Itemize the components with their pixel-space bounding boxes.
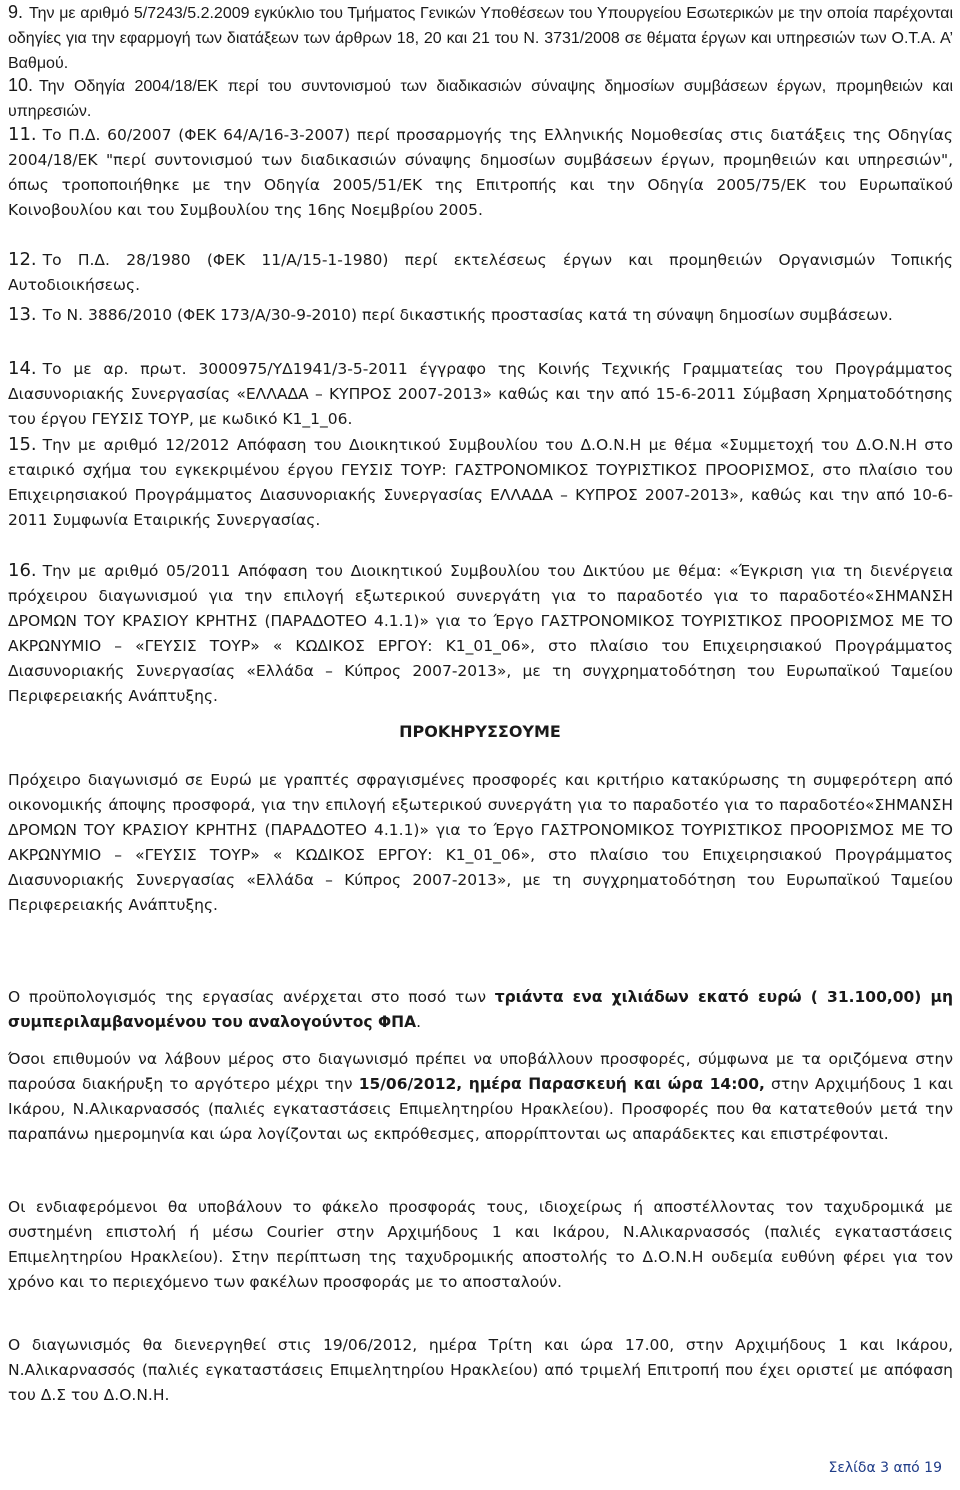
list-item [8,432,953,533]
deadline-date: 15/06/2012, ημέρα Παρασκευή και ώρα 14:00, [358,1075,765,1093]
item-text: Την Οδηγία 2004/18/ΕΚ περί του συντονισμού των διαδικασιών σύναψης δημοσίων συμβάσεων έργων, προμηθειών και υπηρεσιών. [8,78,953,120]
paragraph-budget [8,985,953,1035]
list-item [8,0,953,76]
paragraph-contest-date: Ο διαγωνισμός θα διενεργηθεί στις 19/06/2012, ημέρα Τρίτη και ώρα 17.00, στην Αρχιμήδους 1 και Ικάρου, Ν.Αλικαρνασσός (παλιές εγκαταστάσεις Επιμελητηρίου Ηρακλείου) από τριμελή Επιτροπή που έχει οριστεί με απόφαση του Δ.Σ του Δ.Ο.Ν.Η. [8,1336,953,1404]
list-item [8,247,953,298]
budget-text: Ο προϋπολογισμός της εργασίας ανέρχεται στο ποσό των [8,988,495,1006]
list-item [8,356,953,432]
list-item [8,73,953,124]
item-text: Το με αρ. πρωτ. 3000975/ΥΔ1941/3-5-2011 έγγραφο της Κοινής Τεχνικής Γραμματείας του Προγράμματος Διασυνοριακής Συνεργασίας «ΕΛΛΑΔΑ – ΚΥΠΡΟΣ 2007-2013» καθώς και την από 15-6-2011 Σύμβαση Χρηματοδότησης του έργου ΓΕΥΣΙΣ ΤΟΥΡ, με κωδικό Κ1_1_06. [8,360,953,428]
list-item [8,302,953,328]
section-heading: ΠΡΟΚΗΡΥΣΣΟΥΜΕ [399,722,561,741]
item-number: 15. [8,434,37,455]
item-number: 11. [8,124,37,145]
list-item [8,558,953,709]
item-text: Την με αριθμό 5/7243/5.2.2009 εγκύκλιο του Τμήματος Γενικών Υποθέσεων του Υπουργείου Εσωτερικών με την οποία παρέχονται οδηγίες για την εφαρμογή των διατάξεων των άρθρων 18, 20 και 21 του Ν. 3731/2008 σε θέματα έργων και υπηρεσιών των Ο.Τ.Α. Α’ Βαθμού. [8,5,953,72]
item-number: 14. [8,358,37,379]
item-number: 10. [8,75,34,95]
paragraph-submission: Οι ενδιαφερόμενοι θα υποβάλουν το φάκελο προσφοράς τους, ιδιοχείρως ή αποστέλλοντας τον ταχυδρομικά με συστημένη επιστολή ή μέσω Courier στην Αρχιμήδους 1 και Ικάρου, Ν.Αλικαρνασσός (παλιές εγκαταστάσεις Επιμελητηρίου Ηρακλείου). Στην περίπτωση της ταχυδρομικής αποστολής το Δ.Ο.Ν.Η ουδεμία ευθύνη φέρει για τον χρόνο και το περιεχόμενο των φακέλων προσφοράς με το αποσταλούν. [8,1198,953,1291]
item-text: Το Π.Δ. 28/1980 (ΦΕΚ 11/Α/15-1-1980) περί εκτελέσεως έργων και προμηθειών Οργανισμών Τοπικής Αυτοδιοικήσεως. [8,251,953,294]
item-number: 9. [8,2,24,22]
budget-end: . [416,1013,422,1031]
paragraph-announcement: Πρόχειρο διαγωνισμό σε Ευρώ με γραπτές σφραγισμένες προσφορές και κριτήριο κατακύρωσης τη συμφερότερη από οικονομικής άποψης προσφορά, για την επιλογή εξωτερικού συνεργάτη για το παραδοτέο για το παραδοτέο«ΣΗΜΑΝΣΗ ΔΡΟΜΩΝ ΤΟΥ ΚΡΑΣΙΟΥ ΚΡΗΤΗΣ (ΠΑΡΑΔΟΤΕΟ 4.1.1)» για το Έργο ΓΑΣΤΡΟΝΟΜΙΚΟΣ ΤΟΥΡΙΣΤΙΚΟΣ ΠΡΟΟΡΙΣΜΟΣ ΜΕ ΤΟ ΑΚΡΩΝΥΜΙΟ – «ΓΕΥΣΙΣ ΤΟΥΡ» « ΚΩΔΙΚΟΣ ΕΡΓΟΥ: Κ1_01_06», στο πλαίσιο του Επιχειρησιακού Προγράμματος Διασυνοριακής Συνεργασίας «Ελλάδα – Κύπρος 2007-2013», με τη συγχρηματοδότηση του Ευρωπαϊκού Ταμείου Περιφερειακής Ανάπτυξης. [8,771,953,914]
item-text: Την με αριθμό 12/2012 Απόφαση του Διοικητικού Συμβουλίου του Δ.Ο.Ν.Η με θέμα «Συμμετοχή του Δ.Ο.Ν.Η στο εταιρικό σχήμα του εγκεκριμένου έργου ΓΕΥΣΙΣ ΤΟΥΡ: ΓΑΣΤΡΟΝΟΜΙΚΟΣ ΤΟΥΡΙΣΤΙΚΟΣ ΠΡΟΟΡΙΣΜΟΣ, στο πλαίσιο του Επιχειρησιακού Προγράμματος Διασυνοριακής Συνεργασίας ΕΛΛΑΔΑ – ΚΥΠΡΟΣ 2007-2013», καθώς και την από 10-6-2011 Συμφωνία Εταιρικής Συνεργασίας. [8,436,953,529]
item-text: Το Ν. 3886/2010 (ΦΕΚ 173/Α/30-9-2010) περί δικαστικής προστασίας κατά τη σύναψη δημοσίων συμβάσεων. [42,306,893,324]
item-number: 16. [8,560,37,581]
paragraph-deadline [8,1047,953,1147]
deadline-rest: στην Αρχιμήδους 1 και Ικάρου, Ν.Αλικαρνασσός (παλιές εγκαταστάσεις Επιμελητηρίου Ηρακλείου). Προσφορές που θα κατατεθούν μετά την παραπάνω ημερομηνία και ώρα λογίζονται ως εκπρόθεσμες, απορρίπτονται ως απαράδεκτες και επιστρέφονται. [8,1075,953,1143]
deadline-text: Όσοι επιθυμούν να λάβουν μέρος στο διαγωνισμό πρέπει να υποβάλλουν προσφορές, σύμφωνα με τα οριζόμενα στην παρούσα διακήρυξη το αργότερο μέχρι την [8,1050,953,1093]
item-number: 12. [8,249,37,270]
list-item [8,122,953,223]
budget-amount: τριάντα ενα χιλιάδων εκατό ευρώ ( 31.100,00) μη συμπεριλαμβανομένου του αναλογούντος ΦΠΑ [8,988,953,1031]
item-number: 13. [8,304,37,325]
item-text: Το Π.Δ. 60/2007 (ΦΕΚ 64/Α/16-3-2007) περί προσαρμογής της Ελληνικής Νομοθεσίας στις διατάξεις της Οδηγίας 2004/18/ΕΚ "περί συντονισμού των διαδικασιών σύναψης δημοσίων συμβάσεων έργων, προμηθειών και υπηρεσιών", όπως τροποποιήθηκε με την Οδηγία 2005/51/ΕΚ της Επιτροπής και την Οδηγία 2005/75/ΕΚ του Ευρωπαϊκού Κοινοβουλίου και του Συμβουλίου της 16ης Νοεμβρίου 2005. [8,126,953,219]
item-text: Την με αριθμό 05/2011 Απόφαση του Διοικητικού Συμβουλίου του Δικτύου με θέμα: «Έγκριση για τη διενέργεια πρόχειρου διαγωνισμού για την επιλογή εξωτερικού συνεργάτη για το παραδοτέο για το παραδοτέο«ΣΗΜΑΝΣΗ ΔΡΟΜΩΝ ΤΟΥ ΚΡΑΣΙΟΥ ΚΡΗΤΗΣ (ΠΑΡΑΔΟΤΕΟ 4.1.1)» για το Έργο ΓΑΣΤΡΟΝΟΜΙΚΟΣ ΤΟΥΡΙΣΤΙΚΟΣ ΠΡΟΟΡΙΣΜΟΣ ΜΕ ΤΟ ΑΚΡΩΝΥΜΙΟ – «ΓΕΥΣΙΣ ΤΟΥΡ» « ΚΩΔΙΚΟΣ ΕΡΓΟΥ: Κ1_01_06», στο πλαίσιο του Επιχειρησιακού Προγράμματος Διασυνοριακής Συνεργασίας «Ελλάδα – Κύπρος 2007-2013», με τη συγχρηματοδότηση του Ευρωπαϊκού Ταμείου Περιφερειακής Ανάπτυξης. [8,562,953,705]
page-number: Σελίδα 3 από 19 [828,1460,942,1476]
